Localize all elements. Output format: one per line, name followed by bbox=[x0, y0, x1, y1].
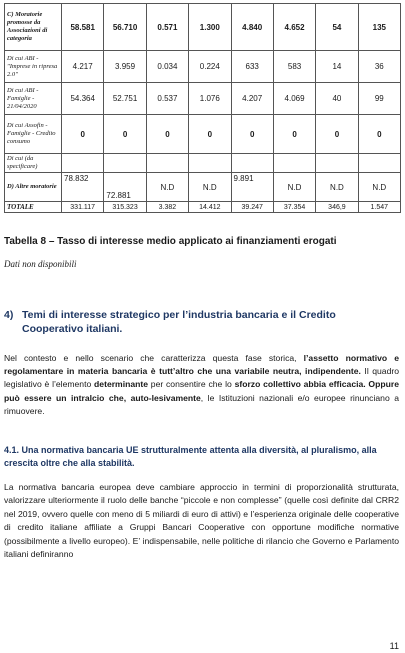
table-cell: 14 bbox=[316, 51, 358, 83]
table-cell: 0 bbox=[231, 115, 273, 154]
table-cell bbox=[62, 154, 104, 173]
subsection-heading: 4.1. Una normativa bancaria UE strutturalmente attenta alla diversità, al pluralismo, alla crescita oltre che alla stabilità. bbox=[4, 445, 377, 468]
table-cell: 52.751 bbox=[104, 83, 146, 115]
table-cell bbox=[146, 154, 188, 173]
paragraph-normativa: La normativa bancaria europea deve cambiare approccio in termini di proporzionalità strutturata, valorizzare ulteriormente il ruolo delle banche “piccole e non complesse” (quelle così definite dal CRR2 nel 2019, ovvero quelle con meno di 5 miliardi di euro di attivi) e l’esperienza originale delle cooperative di credito italiane affiliate a Gruppi Bancari Cooperative con opportune modifiche normative (possibilmente a livello europeo). E’ indispensabile, nelle politiche di rilancio che Governo e Parlamento italiani definiranno bbox=[4, 482, 399, 560]
table-cell: N.D bbox=[358, 173, 400, 202]
para1-text-2: Il quadro legislativo è l’elemento bbox=[4, 366, 399, 390]
row-label: Di cui Assofin - Famiglie - Credito consumo bbox=[5, 115, 62, 154]
table-cell: 39.247 bbox=[231, 202, 273, 213]
table-cell: 633 bbox=[231, 51, 273, 83]
table-cell: 36 bbox=[358, 51, 400, 83]
section-number: 4) bbox=[4, 309, 14, 321]
table-cell: N.D bbox=[189, 173, 231, 202]
table-cell: 0 bbox=[104, 115, 146, 154]
table-cell: 583 bbox=[273, 51, 315, 83]
table-cell: 4.217 bbox=[62, 51, 104, 83]
table-cell: 54 bbox=[316, 4, 358, 51]
table-cell: 0.537 bbox=[146, 83, 188, 115]
table-row bbox=[5, 202, 401, 213]
table-cell: 0.034 bbox=[146, 51, 188, 83]
table-cell: 1.547 bbox=[358, 202, 400, 213]
table-cell bbox=[231, 154, 273, 173]
table-row bbox=[5, 154, 401, 173]
table-cell: 4.207 bbox=[231, 83, 273, 115]
table-cell: N.D bbox=[316, 173, 358, 202]
table-row bbox=[5, 4, 401, 51]
table-cell: 331.117 bbox=[62, 202, 104, 213]
table-cell: 0.224 bbox=[189, 51, 231, 83]
table-cell: 78.832 bbox=[62, 173, 104, 202]
table-cell: 4.840 bbox=[231, 4, 273, 51]
table-cell: 37.354 bbox=[273, 202, 315, 213]
table-cell: 3.382 bbox=[146, 202, 188, 213]
table-cell: 1.300 bbox=[189, 4, 231, 51]
table-cell: N.D bbox=[146, 173, 188, 202]
table-cell: 4.069 bbox=[273, 83, 315, 115]
table-cell: 0 bbox=[146, 115, 188, 154]
table-cell: 54.364 bbox=[62, 83, 104, 115]
table-cell bbox=[189, 154, 231, 173]
table-row bbox=[5, 115, 401, 154]
table-cell bbox=[358, 154, 400, 173]
para1-bold-1: l’assetto normativo e regolamentare in materia bancaria è tutt’altro che una variabile neutra, indipendente. bbox=[4, 353, 399, 377]
para1-text-1: Nel contesto e nello scenario che caratterizza questa fase storica, bbox=[4, 353, 304, 363]
section-heading bbox=[4, 308, 399, 336]
table-cell: 40 bbox=[316, 83, 358, 115]
table-cell: 9.891 bbox=[231, 173, 273, 202]
para1-text-4: , le Istituzioni nazionali e/o europee rinunciano a rimuovere. bbox=[4, 392, 399, 416]
page-number: 11 bbox=[389, 641, 399, 651]
table-cell: 0 bbox=[273, 115, 315, 154]
section-title: Temi di interesse strategico per l’industria bancaria e il Credito Cooperativo italiani. bbox=[22, 309, 336, 335]
row-label: D) Altre moratorie bbox=[5, 173, 62, 202]
table-row bbox=[5, 51, 401, 83]
table-cell: 0 bbox=[189, 115, 231, 154]
table-cell: 99 bbox=[358, 83, 400, 115]
table-cell: 4.652 bbox=[273, 4, 315, 51]
table-cell: 0 bbox=[358, 115, 400, 154]
table-cell: 346,9 bbox=[316, 202, 358, 213]
row-label: TOTALE bbox=[5, 202, 62, 213]
table-cell: 56.710 bbox=[104, 4, 146, 51]
table-row bbox=[5, 83, 401, 115]
para1-text-3: per consentire che lo bbox=[148, 379, 235, 390]
table-cell: 72.881 bbox=[104, 173, 146, 202]
table-cell: 0 bbox=[316, 115, 358, 154]
row-label: Di cui (da specificare) bbox=[5, 154, 62, 173]
table-cell bbox=[273, 154, 315, 173]
para1-bold-2: determinante bbox=[94, 379, 149, 390]
paragraph-context bbox=[4, 352, 399, 418]
table-cell: 1.076 bbox=[189, 83, 231, 115]
table-cell: 58.581 bbox=[62, 4, 104, 51]
table-cell bbox=[316, 154, 358, 173]
table-cell: 3.959 bbox=[104, 51, 146, 83]
table-cell: N.D bbox=[273, 173, 315, 202]
table-cell: 14.412 bbox=[189, 202, 231, 213]
table-cell: 0 bbox=[62, 115, 104, 154]
table-cell: 135 bbox=[358, 4, 400, 51]
table-cell: 0.571 bbox=[146, 4, 188, 51]
moratorium-table bbox=[4, 3, 401, 213]
row-label: Di cui ABI - Famiglie - 21/04/2020 bbox=[5, 83, 62, 115]
row-label: Di cui ABI - "Imprese in ripresa 2.0" bbox=[5, 51, 62, 83]
table-cell bbox=[104, 154, 146, 173]
no-data-note: Dati non disponibili bbox=[4, 259, 77, 269]
table-caption: Tabella 8 – Tasso di interesse medio applicato ai finanziamenti erogati bbox=[4, 236, 337, 247]
table-cell: 315.323 bbox=[104, 202, 146, 213]
table-row bbox=[5, 173, 401, 202]
para1-bold-3: sforzo collettivo abbia efficacia. Oppure può essere un intralcio che, auto-lesivamente bbox=[4, 379, 399, 403]
row-label: C) Moratorie promosse da Associazioni di categoria bbox=[5, 4, 62, 51]
